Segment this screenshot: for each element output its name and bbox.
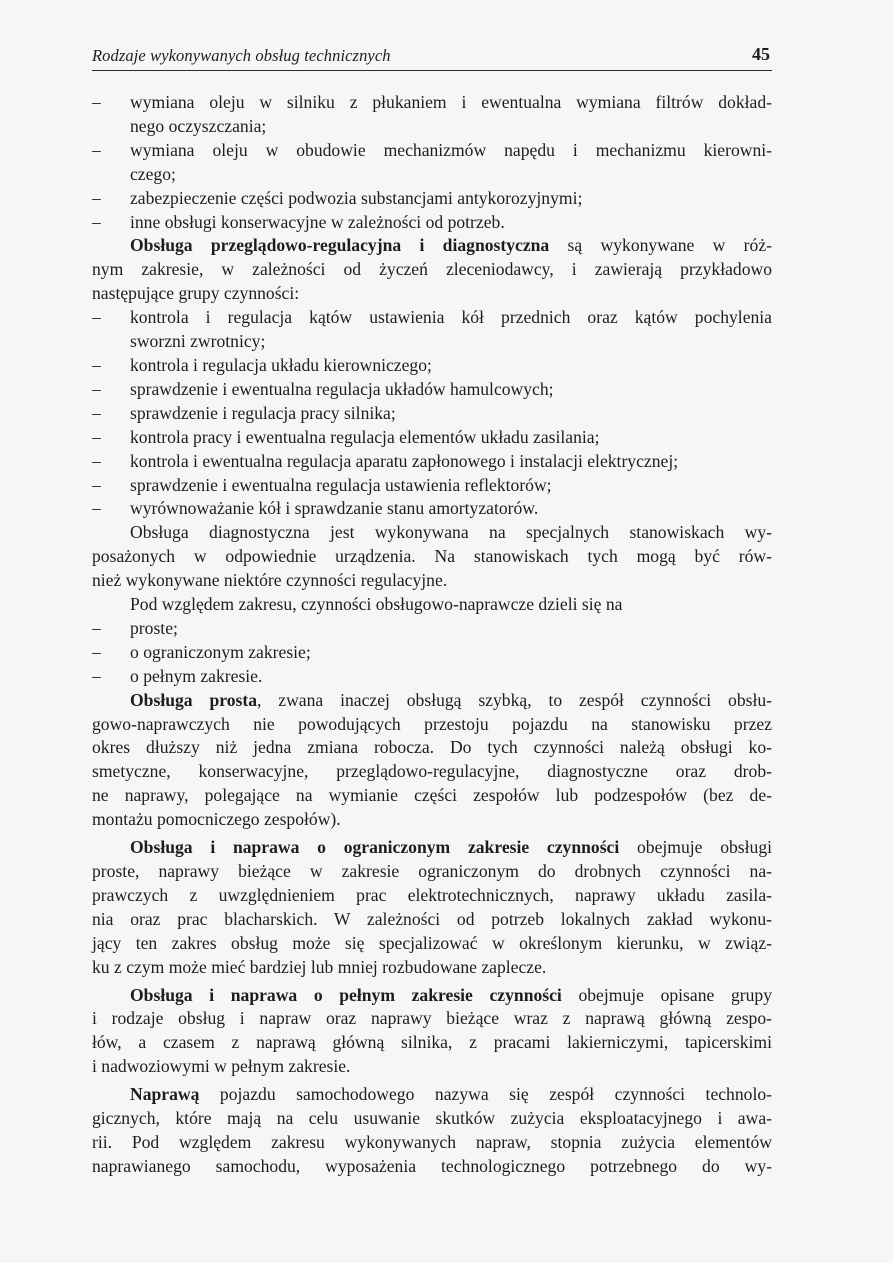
text-line: łów, a czasem z naprawą główną silnika, z pracami lakierniczymi, tapicerskimi [92,1032,772,1053]
text-line: o ograniczonym zakresie; [130,641,311,662]
text-line: posażonych w odpowiednie urządzenia. Na stanowiskach tych mogą być rów- [92,546,772,567]
text-line: Pod względem zakresu, czynności obsługowo-naprawcze dzieli się na [130,594,623,615]
paragraph-full-scope [92,984,772,1080]
dash-bullet: – [92,354,101,375]
dash-bullet: – [92,474,101,495]
text-line: wyrównoważanie kół i sprawdzanie stanu amortyzatorów. [130,498,539,519]
dash-bullet: – [92,378,101,399]
dash-bullet: – [92,139,101,160]
bold-term: Obsługa i naprawa o ograniczonym zakresie czynności [130,837,620,858]
text-line: ne naprawy, polegające na wymianie części zespołów lub podzespołów (bez de- [92,785,772,806]
text-line: nego oczyszczania; [130,115,267,136]
text-line: czego; [130,163,176,184]
text-line [92,836,772,860]
list-item [92,354,772,378]
text-line: o pełnym zakresie. [130,665,263,686]
text-line: gowo-naprawczych nie powodujących przestoju pojazdu na stanowisku przez [92,713,772,734]
list-item [92,641,772,665]
list-item [92,402,772,426]
list-item [92,617,772,641]
text-line: i nadwoziowymi w pełnym zakresie. [92,1056,351,1077]
dash-bullet: – [92,402,101,423]
text-line [92,689,772,713]
paragraph-scope-division [92,593,772,617]
text-line: Obsługa diagnostyczna jest wykonywana na specjalnych stanowiskach wy- [130,522,772,543]
text-line: proste, naprawy bieżące w zakresie ograniczonym do drobnych czynności na- [92,861,772,881]
text-line: wymiana oleju w silniku z płukaniem i ewentualna wymiana filtrów dokład- [130,92,772,112]
running-title: Rodzaje wykonywanych obsług technicznych [92,46,391,65]
text-line: inne obsługi konserwacyjne w zależności od potrzeb. [130,211,505,232]
text-line: okres dłuższy niż jedna zmiana robocza. Do tych czynności należą obsługi ko- [92,737,772,758]
dash-bullet: – [92,187,101,208]
text-span: pojazdu samochodowego nazywa się zespół czynności technolo- [199,1084,772,1105]
dash-bullet: – [92,498,101,519]
text-line: rii. Pod względem zakresu wykonywanych napraw, stopnia zużycia elementów [92,1131,772,1152]
list-item [92,211,772,235]
dash-bullet: – [92,426,101,447]
page-header [92,44,772,71]
text-span: obejmuje opisane grupy [561,984,772,1005]
paragraph-limited-scope [92,836,772,979]
text-line: następujące grupy czynności: [92,283,300,304]
text-line: proste; [130,617,178,638]
text-line: smetyczne, konserwacyjne, przeglądowo-regulacyjne, diagnostyczne oraz drob- [92,761,772,782]
dash-bullet: – [92,617,101,638]
text-line: zabezpieczenie części podwozia substancjami antykorozyjnymi; [130,187,583,208]
text-line [92,984,772,1008]
text-line: i rodzaje obsług i napraw oraz naprawy bieżące wraz z naprawą główną zespo- [92,1008,772,1029]
text-line: nym zakresie, w zależności od życzeń zleceniodawcy, i zawierają przykładowo [92,259,772,280]
dash-bullet: – [92,641,101,662]
text-line: wymiana oleju w obudowie mechanizmów napędu i mechanizmu kierowni- [130,139,772,160]
text-line: nia oraz prac blacharskich. W zależności od potrzeb lokalnych zakład wykonu- [92,908,772,929]
text-line: sworzni zwrotnicy; [130,331,266,352]
paragraph-repair-definition [92,1083,772,1179]
text-span: obejmuje obsługi [619,837,773,858]
list-item [92,91,772,139]
text-line: sprawdzenie i regulacja pracy silnika; [130,402,396,423]
text-line: sprawdzenie i ewentualna regulacja ustawienia reflektorów; [130,474,552,495]
text-span: są wykonywane w róż- [549,235,773,256]
list-item [92,306,772,354]
list-item [92,139,772,187]
text-line: naprawianego samochodu, wyposażenia technologicznego potrzebnego do wy- [92,1155,772,1176]
text-line: kontrola i regulacja układu kierowniczego; [130,354,432,375]
text-line: kontrola i ewentualna regulacja aparatu zapłonowego i instalacji elektrycznej; [130,450,679,471]
list-inspection-tasks [92,306,772,521]
list-item [92,665,772,689]
dash-bullet: – [92,211,101,232]
page-body [92,91,772,1179]
text-line: sprawdzenie i ewentualna regulacja układów hamulcowych; [130,378,554,399]
list-maintenance-extras [92,91,772,234]
bold-term: Obsługa przeglądowo-regulacyjna i diagnostyczna [130,235,550,256]
bold-term: Obsługa i naprawa o pełnym zakresie czynności [130,984,562,1005]
list-item [92,187,772,211]
list-item [92,450,772,474]
text-line: nież wykonywane niektóre czynności regulacyjne. [92,570,448,591]
list-item [92,426,772,450]
text-line [92,234,772,258]
bold-term: Obsługa prosta [130,689,258,710]
dash-bullet: – [92,665,101,686]
text-line: gicznych, które mają na celu usuwanie skutków zużycia eksploatacyjnego i awa- [92,1108,772,1129]
list-item [92,474,772,498]
text-line: kontrola pracy i ewentualna regulacja elementów układu zasilania; [130,426,600,447]
text-line [92,1083,772,1107]
text-line: jący ten zakres obsług może się specjalizować w określonym kierunku, w związ- [92,932,772,953]
paragraph-diagnostic-service [92,521,772,593]
dash-bullet: – [92,450,101,471]
dash-bullet: – [92,92,101,112]
text-line: kontrola i regulacja kątów ustawienia kół przednich oraz kątów pochylenia [130,307,772,328]
text-line: montażu pomocniczego zespołów). [92,809,341,830]
list-item [92,378,772,402]
list-item [92,497,772,521]
list-scope-types [92,617,772,689]
text-span: , zwana inaczej obsługą szybką, to zespół czynności obsłu- [257,689,773,710]
text-line: prawczych z uwzględnieniem prac elektrotechnicznych, naprawy układu zasila- [92,884,772,905]
dash-bullet: – [92,307,101,328]
paragraph-simple-service [92,689,772,832]
paragraph-review-service [92,234,772,306]
bold-term: Naprawą [130,1084,200,1105]
text-line: ku z czym może mieć bardziej lub mniej rozbudowane zaplecze. [92,956,547,977]
page-number: 45 [752,44,770,64]
